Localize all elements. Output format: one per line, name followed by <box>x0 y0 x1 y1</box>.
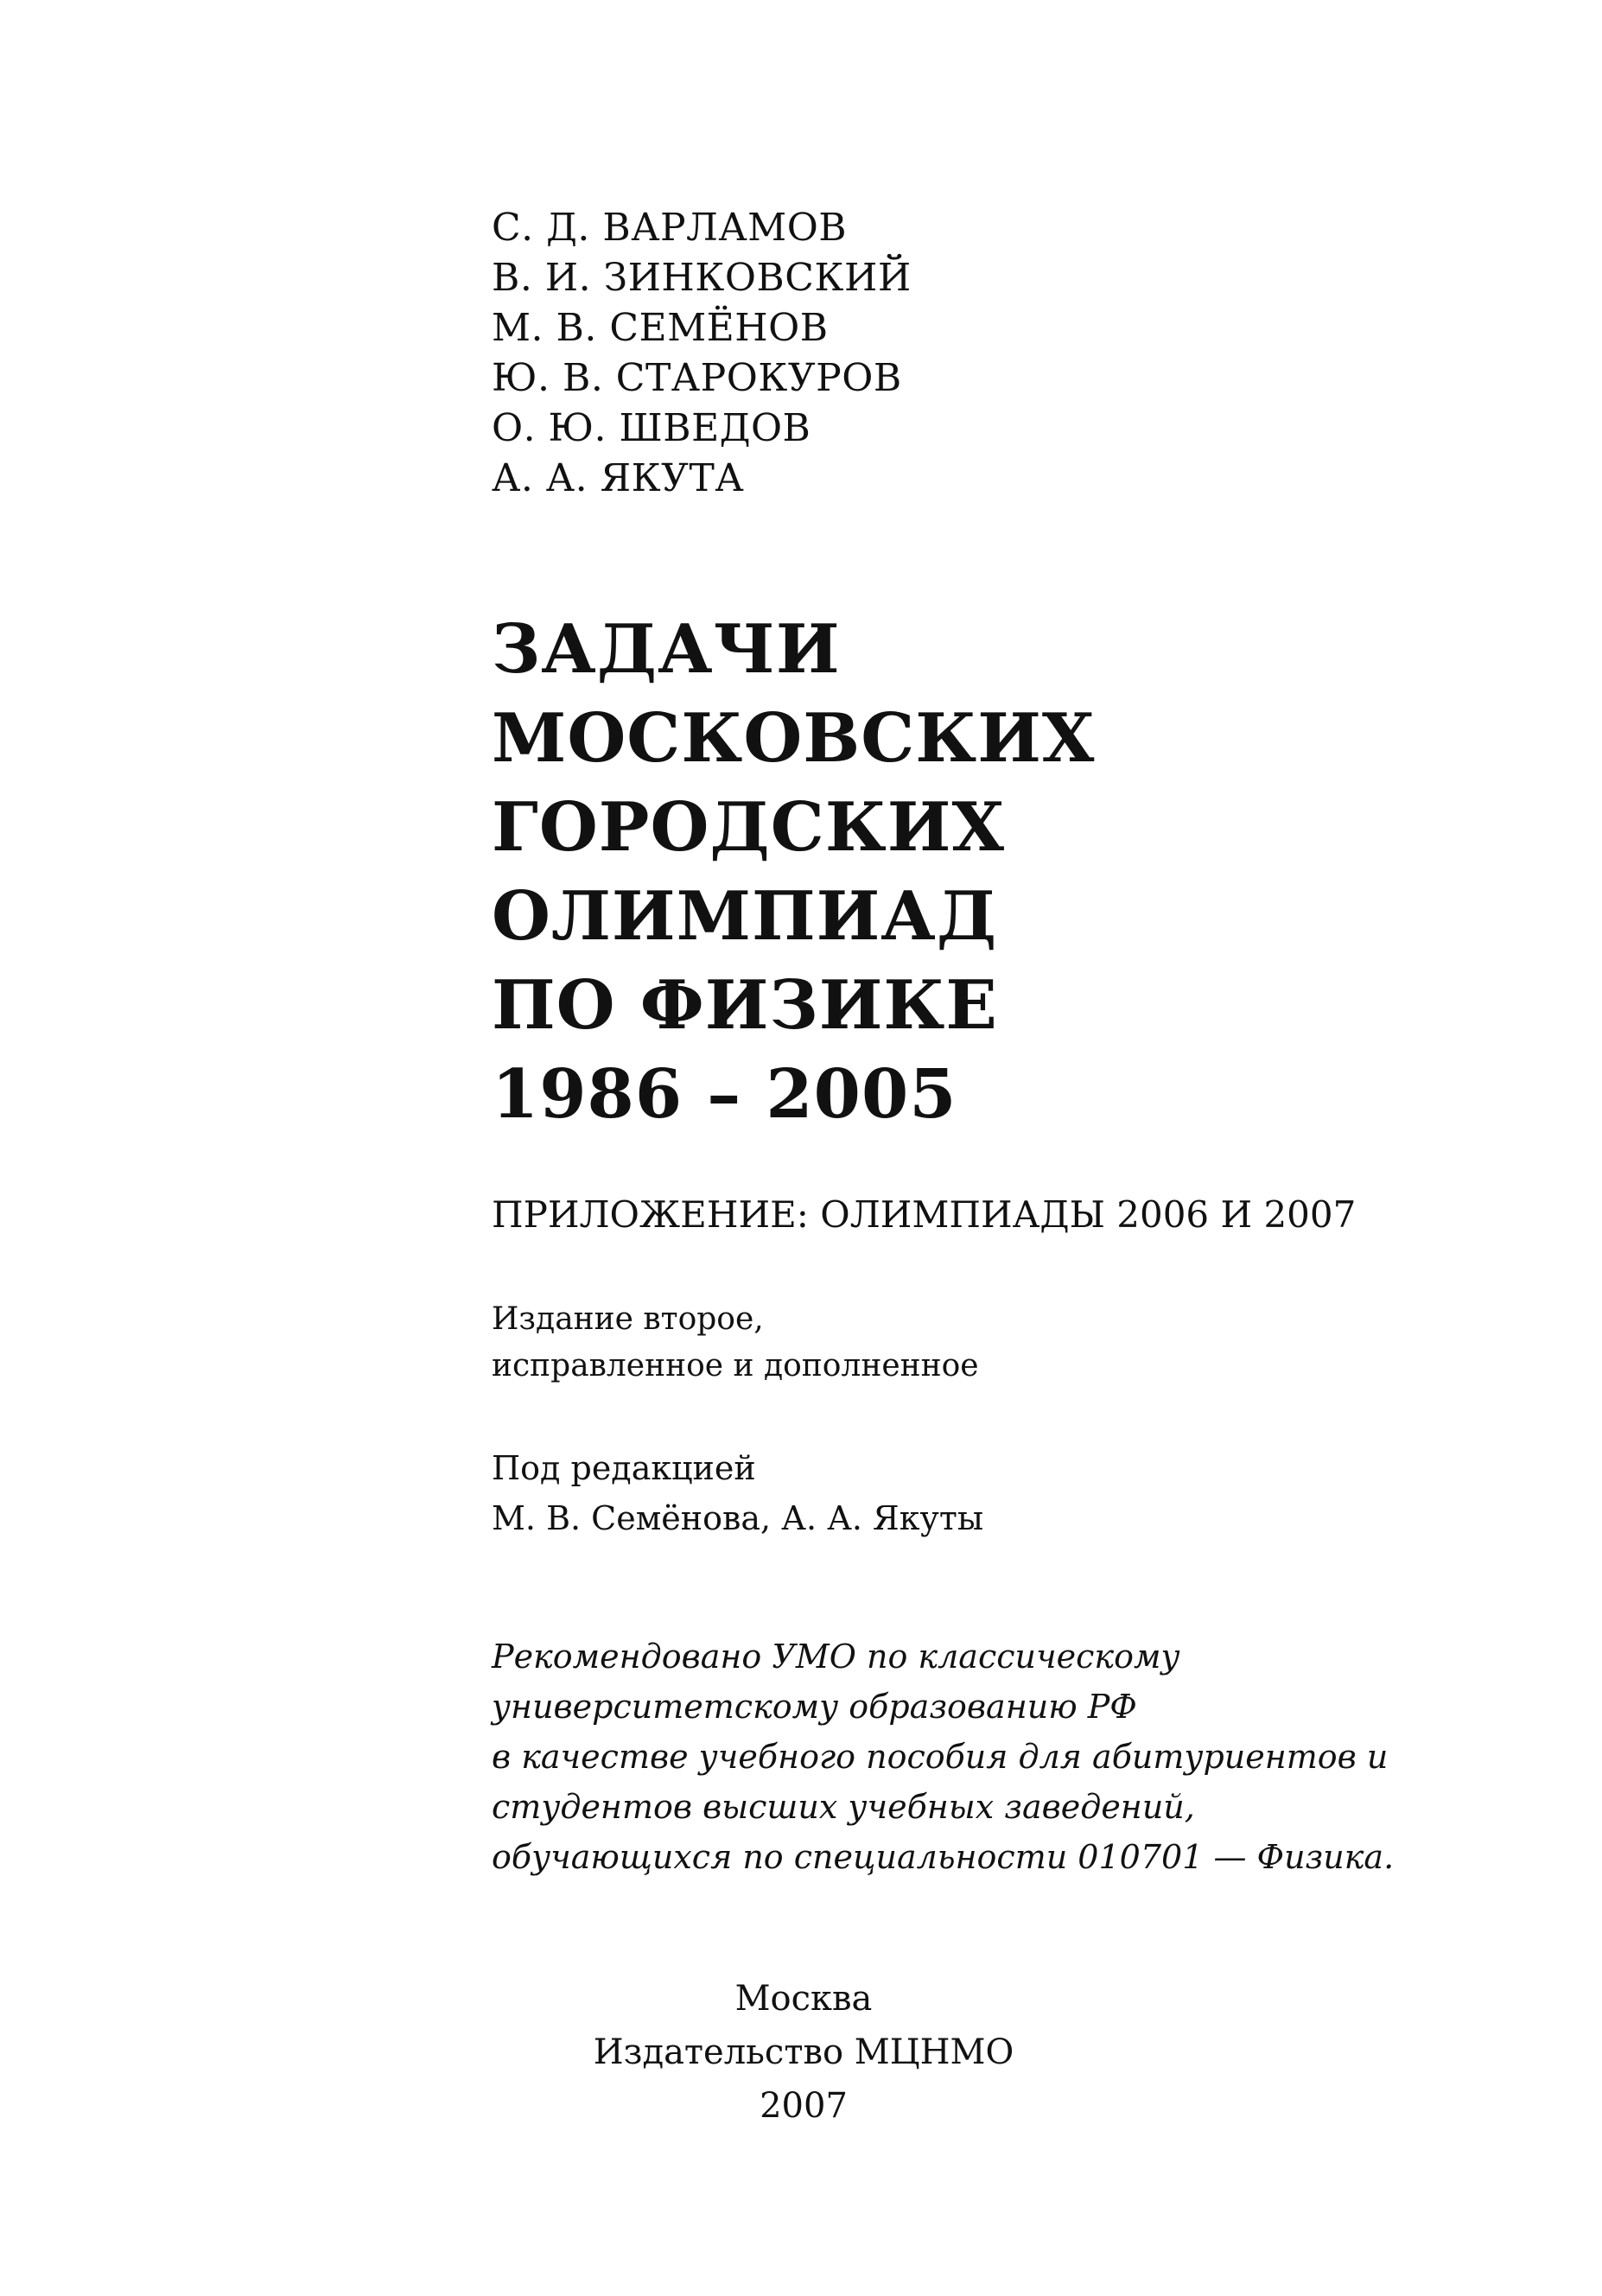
book-title <box>492 605 1095 1139</box>
imprint-block <box>588 1972 1020 2133</box>
editors-names: М. В. Семёнова, А. А. Якуты <box>492 1499 984 1537</box>
editors-note <box>492 1443 983 1543</box>
supplement-line: ПРИЛОЖЕНИЕ: ОЛИМПИАДЫ 2006 И 2007 <box>492 1193 1357 1236</box>
recommendation-line: Рекомендовано УМО по классическому <box>492 1638 1180 1676</box>
author-name: М. В. СЕМЁНОВ <box>492 306 829 350</box>
recommendation-line: студентов высших учебных заведений, <box>492 1788 1195 1826</box>
edition-note <box>492 1296 979 1390</box>
editors-label: Под редакцией <box>492 1449 756 1487</box>
recommendation-line: обучающихся по специальности 010701 — Физика. <box>492 1838 1395 1876</box>
edition-line: Издание второе, <box>492 1301 764 1337</box>
title-line: ПО ФИЗИКЕ <box>492 966 998 1045</box>
imprint-year: 2007 <box>760 2086 848 2126</box>
title-line: ГОРОДСКИХ <box>492 788 1005 867</box>
title-line: МОСКОВСКИХ <box>492 699 1096 778</box>
title-line: ОЛИМПИАД <box>492 877 998 956</box>
author-name: О. Ю. ШВЕДОВ <box>492 406 811 450</box>
recommendation-line: университетскому образованию РФ <box>492 1688 1137 1726</box>
recommendation-note <box>492 1631 1394 1882</box>
author-name: Ю. В. СТАРОКУРОВ <box>492 356 902 400</box>
imprint-publisher: Издательство МЦНМО <box>593 2032 1014 2072</box>
recommendation-line: в качестве учебного пособия для абитуриентов и <box>492 1738 1389 1776</box>
author-name: А. А. ЯКУТА <box>492 456 745 500</box>
edition-line: исправленное и дополненное <box>492 1348 979 1383</box>
authors-list <box>492 203 912 504</box>
title-years: 1986 – 2005 <box>492 1055 957 1134</box>
imprint-city: Москва <box>734 1979 873 2019</box>
author-name: В. И. ЗИНКОВСКИЙ <box>492 256 912 300</box>
title-line: ЗАДАЧИ <box>492 610 841 689</box>
author-name: С. Д. ВАРЛАМОВ <box>492 206 848 250</box>
